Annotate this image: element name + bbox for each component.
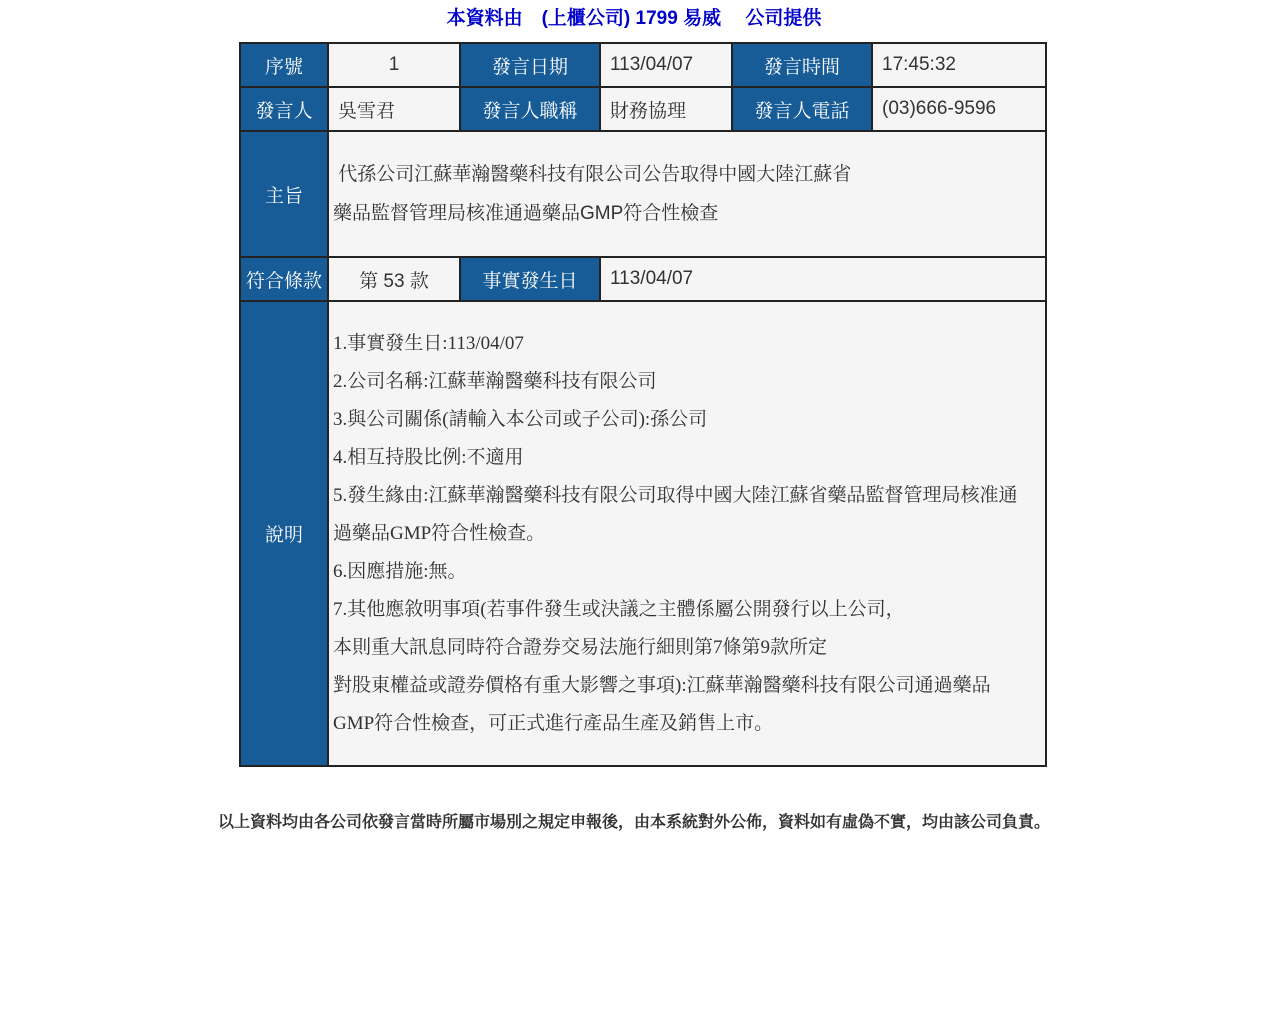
subject-value: [328, 131, 1046, 257]
description-line: 6.因應措施:無。: [333, 560, 467, 582]
description-line: 3.與公司關係(請輸入本公司或子公司):孫公司: [333, 408, 708, 430]
description-label: 說明: [240, 301, 328, 766]
description-line: 7.其他應敘明事項(若事件發生或決議之主體係屬公開發行以上公司，: [333, 598, 905, 620]
announce-time-value: 17:45:32: [872, 43, 1046, 87]
description-line: 4.相互持股比例:不適用: [333, 446, 524, 468]
description-line: 1.事實發生日:113/04/07: [333, 332, 524, 354]
speaker-title-label: 發言人職稱: [460, 87, 600, 131]
announcement-table: [239, 42, 1047, 767]
table-row: [240, 301, 1046, 766]
speaker-phone-label: 發言人電話: [732, 87, 872, 131]
announce-date-label: 發言日期: [460, 43, 600, 87]
page-title: 本資料由 (上櫃公司) 1799 易威 公司提供: [446, 8, 822, 29]
description-line: 本則重大訊息同時符合證券交易法施行細則第7條第9款所定: [333, 636, 828, 658]
speaker-label: 發言人: [240, 87, 328, 131]
description-line: 對股東權益或證券價格有重大影響之事項):江蘇華瀚醫藥科技有限公司通過藥品: [333, 674, 991, 696]
description-line: 過藥品GMP符合性檢查。: [333, 522, 546, 544]
table-row: [240, 131, 1046, 257]
serial-label: 序號: [240, 43, 328, 87]
subject-line: 代孫公司江蘇華瀚醫藥科技有限公司公告取得中國大陸江蘇省: [333, 164, 852, 185]
serial-value: 1: [328, 43, 460, 87]
speaker-phone-value: (03)666-9596: [872, 87, 1046, 131]
announce-date-value: 113/04/07: [600, 43, 732, 87]
description-line: 2.公司名稱:江蘇華瀚醫藥科技有限公司: [333, 370, 657, 392]
description-line: GMP符合性檢查，可正式進行產品生產及銷售上市。: [333, 712, 774, 734]
speaker-value: 吳雪君: [328, 87, 460, 131]
subject-line: 藥品監督管理局核准通過藥品GMP符合性檢查: [333, 203, 719, 224]
announce-time-label: 發言時間: [732, 43, 872, 87]
clause-value: 第 53 款: [328, 257, 460, 301]
table-row: [240, 257, 1046, 301]
subject-label: 主旨: [240, 131, 328, 257]
description-value: [328, 301, 1046, 766]
description-line: 5.發生緣由:江蘇華瀚醫藥科技有限公司取得中國大陸江蘇省藥品監督管理局核准通: [333, 484, 1018, 506]
footer-disclaimer: 以上資料均由各公司依發言當時所屬市場別之規定申報後，由本系統對外公佈，資料如有虛偽不實，均由該公司負責。: [217, 814, 1050, 831]
speaker-title-value: 財務協理: [600, 87, 732, 131]
table-row: [240, 43, 1046, 87]
event-date-label: 事實發生日: [460, 257, 600, 301]
clause-label: 符合條款: [240, 257, 328, 301]
event-date-value: 113/04/07: [600, 257, 1046, 301]
table-row: [240, 87, 1046, 131]
